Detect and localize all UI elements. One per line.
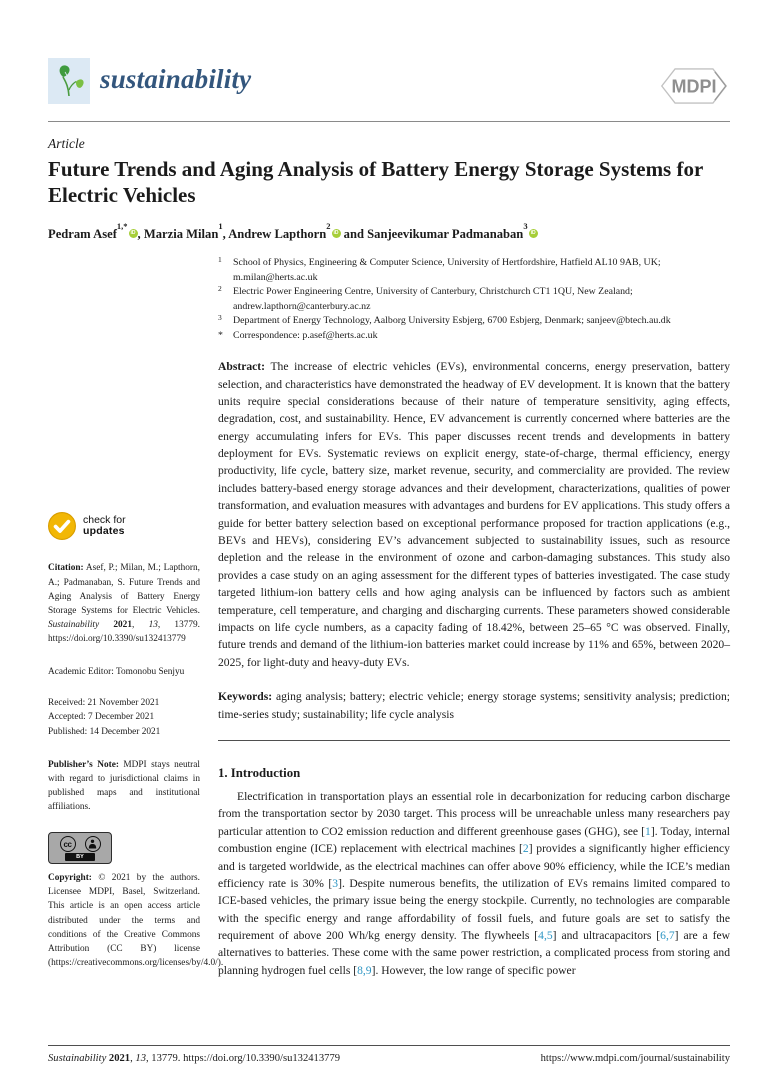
- badge-text: [83, 515, 126, 539]
- cc-by-label: BY: [65, 853, 95, 861]
- header-divider: [48, 121, 730, 122]
- citation-ref-8-9[interactable]: 8,9: [357, 963, 372, 977]
- svg-text:MDPI: MDPI: [671, 76, 717, 97]
- footer-year: 2021: [106, 1053, 131, 1064]
- author-separator: and: [340, 227, 368, 242]
- affiliation-marker: 3: [218, 313, 222, 323]
- mdpi-hexagon-icon: [658, 64, 730, 108]
- affiliation-row: [218, 285, 730, 314]
- orcid-icon[interactable]: iD: [130, 230, 136, 237]
- publishers-note-label: Publisher’s Note:: [48, 759, 119, 770]
- publishers-note-text: MDPI stays neutral with regard to jurisdictional claims in published maps and institutional affiliations.: [48, 759, 200, 813]
- accepted-date: Accepted: 7 December 2021: [48, 712, 155, 723]
- paragraph-text: ]. Today, internal combustion engine (ICE) replacement with electrical machines [: [218, 824, 730, 856]
- received-date: Received: 21 November 2021: [48, 698, 160, 709]
- affiliations-list: [218, 256, 730, 343]
- footer-journal-url[interactable]: https://www.mdpi.com/journal/sustainability: [540, 1053, 730, 1064]
- paragraph-text: ]. Despite numerous benefits, the utilization of EVs remains limited compared to ICE-based vehicles, the primary issue being the energy stockpile. Currently, no technologies are comparable with the specific energy and range affordability of fossil fuels, and future goals are set to satisfy the requirement of above 200 Wh/kg energy density. The flywheels [: [218, 876, 730, 943]
- citation-text: Asef, P.; Milan, M.; Lapthorn, A.; Padmanaban, S. Future Trends and Aging Analysis of Battery Energy Storage Systems for Electric Vehicles.: [48, 563, 200, 616]
- keywords-text: aging analysis; battery; electric vehicle; energy storage systems; sensitivity analysis; prediction; time-series study; sustainability; life cycle analysis: [218, 690, 730, 721]
- abstract: [218, 358, 730, 671]
- orcid-icon[interactable]: iD: [530, 230, 536, 237]
- paragraph-text: ] provides a significantly higher efficiency and is targeted worldwide, as the electrical machines can offer above 90% efficiency, while the ICE’s median efficiency rate is 30% [: [218, 842, 730, 890]
- author-name: Sanjeevikumar Padmanaban: [367, 227, 524, 242]
- badge-line2: updates: [83, 525, 125, 538]
- keywords-label: Keywords:: [218, 690, 273, 704]
- affiliation-text: Department of Energy Technology, Aalborg University Esbjerg, 6700 Esbjerg, Denmark; sanjeev@btech.au.dk: [233, 315, 671, 327]
- citation-ref-2[interactable]: 2: [522, 842, 529, 856]
- affiliation-text: School of Physics, Engineering & Computer Science, University of Hertfordshire, Hatfield AL10 9AB, UK; m.milan@herts.ac.uk: [233, 257, 661, 283]
- mdpi-logo: [658, 64, 730, 113]
- author-name: Pedram Asef: [48, 227, 117, 242]
- section-heading-introduction: 1. Introduction: [218, 765, 301, 780]
- footer-doi[interactable]: , 13779. https://doi.org/10.3390/su132413779: [146, 1053, 341, 1064]
- affiliation-marker: 2: [218, 284, 222, 294]
- affiliation-text: Electric Power Engineering Centre, University of Canterbury, Christchurch CT1 1QU, New Zealand; andrew.lapthorn@canterbury.ac.nz: [233, 286, 633, 312]
- copyright-label: Copyright:: [48, 873, 92, 884]
- authors-line: [48, 221, 730, 242]
- affiliation-row: [218, 329, 730, 343]
- cc-by-license-badge[interactable]: [48, 832, 112, 864]
- journal-header: [48, 0, 730, 113]
- correspondence-marker: *: [218, 329, 223, 341]
- footer-comma: ,: [130, 1053, 136, 1064]
- introduction-paragraph: [218, 788, 730, 979]
- footer-volume: 13: [135, 1053, 146, 1064]
- author-sup: 2: [326, 221, 331, 232]
- author-sup: 1: [218, 221, 223, 232]
- article-title: Future Trends and Aging Analysis of Battery Energy Storage Systems for Electric Vehicles: [48, 157, 703, 207]
- paragraph-text: ]. However, the low range of specific power: [371, 963, 576, 977]
- academic-editor-line: [48, 665, 200, 679]
- content-columns: [48, 256, 730, 979]
- keywords-divider: [218, 740, 730, 741]
- cc-icon: cc: [60, 836, 76, 852]
- abstract-label: Abstract:: [218, 360, 266, 374]
- footer-citation: [48, 1053, 340, 1064]
- article-type-label: Article: [48, 136, 85, 151]
- person-icon: [85, 836, 101, 852]
- citation-block: [48, 561, 200, 646]
- citation-ref-4-5[interactable]: 4,5: [538, 929, 553, 943]
- author-separator: ,: [222, 227, 229, 242]
- main-column: [218, 256, 730, 979]
- citation-label: Citation:: [48, 563, 84, 574]
- affiliation-marker: 1: [218, 255, 222, 265]
- published-date: Published: 14 December 2021: [48, 726, 161, 737]
- author-name: Marzia Milan: [143, 227, 219, 242]
- keywords: [218, 688, 730, 723]
- citation-journal: Sustainability: [48, 619, 100, 630]
- orcid-icon[interactable]: iD: [333, 230, 339, 237]
- paragraph-text: ] and ultracapacitors [: [552, 929, 661, 943]
- academic-editor-name: Tomonobu Senjyu: [113, 667, 185, 678]
- copyright-text: © 2021 by the authors. Licensee MDPI, Basel, Switzerland. This article is an open access article distributed under the terms and conditions of the Creative Commons Attribution (CC BY) license (https://creativecommons.org/licenses/by/4.0/).: [48, 873, 224, 968]
- author-name: Andrew Lapthorn: [228, 227, 327, 242]
- citation-volume: 13: [148, 619, 158, 630]
- affiliation-row: [218, 256, 730, 285]
- affiliation-row: [218, 314, 730, 328]
- badge-line1: check for: [83, 513, 126, 526]
- plant-icon: [52, 62, 86, 100]
- citation-ref-3[interactable]: 3: [332, 876, 339, 890]
- paragraph-text: ] are a few alternatives to batteries. These come with the same power restriction, a complicated process from storing and planning hydrogen fuel cells [: [218, 929, 730, 977]
- paragraph-text: Electrification in transportation plays an essential role in decarbonization for reducing carbon discharge from the transportation sector by 2030 target. This process will be unreachable unless many researchers pay particular attention to CO2 emission reduction and different greenhouse gases (GHG), see [: [218, 789, 730, 838]
- page-footer: [48, 1045, 730, 1064]
- abstract-text: The increase of electric vehicles (EVs), environmental concerns, energy preservation, battery selection, and characteristics have demonstrated the headway of EV development. It is known that the battery units require special considerations because of their nature of temperature sensitivity, aging effects, degradation, cost, and sustainability. Hence, EV advancement is currently concerned where batteries are the energy accumulating infers for EVs. This paper discusses recent trends and developments in battery deployment for EVs. Systematic reviews on explicit energy, state-of-charge, thermal efficiency, energy productivity, life cycle, battery size, market revenue, security, and commerciality are provided. The review includes battery-based energy storage advances and their development, characterizations, qualities of power transformation, and evaluation measures with advantages and burdens for EV applications. This study offers a guide for better battery selection based on exceptional performance proposed for traction applications (e.g., BEVs and HEVs), considering EV’s advancement subjected to sustainability issues, such as resource depletion and the release in the environment of ozone and carbon-damaging substances. This study also provides a case study on an aging assessment for the different types of batteries investigated. The case study targeted lithium-ion battery cells and how aging analysis can be influenced by factors such as ambient temperature, cell temperature, and charging and discharging currents. These parameters showed considerable impacts on life cycle numbers, as a capacity fading of 18.42%, between 25–65 °C was observed. Finally, future trends and demand of the lithium-ion batteries market could increase by 11% and 65%, between 2020–2025, for light-duty and heavy-duty EVs.: [218, 360, 730, 669]
- copyright-block: [48, 871, 224, 970]
- sustainability-leaf-icon: [48, 58, 90, 104]
- journal-brand: [48, 58, 251, 104]
- footer-journal: Sustainability: [48, 1053, 107, 1064]
- check-circle-icon: [48, 512, 76, 540]
- academic-editor-label: Academic Editor:: [48, 667, 114, 678]
- citation-comma: ,: [131, 619, 149, 630]
- dates-block: [48, 696, 200, 738]
- journal-name: sustainability: [100, 63, 252, 94]
- citation-ref-1[interactable]: 1: [645, 824, 651, 838]
- citation-ref-6-7[interactable]: 6,7: [660, 929, 675, 943]
- check-for-updates-badge[interactable]: [48, 512, 144, 540]
- author-sup: 3: [523, 221, 528, 232]
- publishers-note: [48, 758, 200, 815]
- author-sup: 1,*: [116, 221, 128, 232]
- citation-doi: , 13779. https://doi.org/10.3390/su132413779: [48, 619, 200, 645]
- citation-year: 2021: [99, 619, 132, 630]
- author-separator: ,: [137, 227, 144, 242]
- left-sidebar: [48, 256, 224, 979]
- correspondence-text: Correspondence: p.asef@herts.ac.uk: [233, 329, 378, 341]
